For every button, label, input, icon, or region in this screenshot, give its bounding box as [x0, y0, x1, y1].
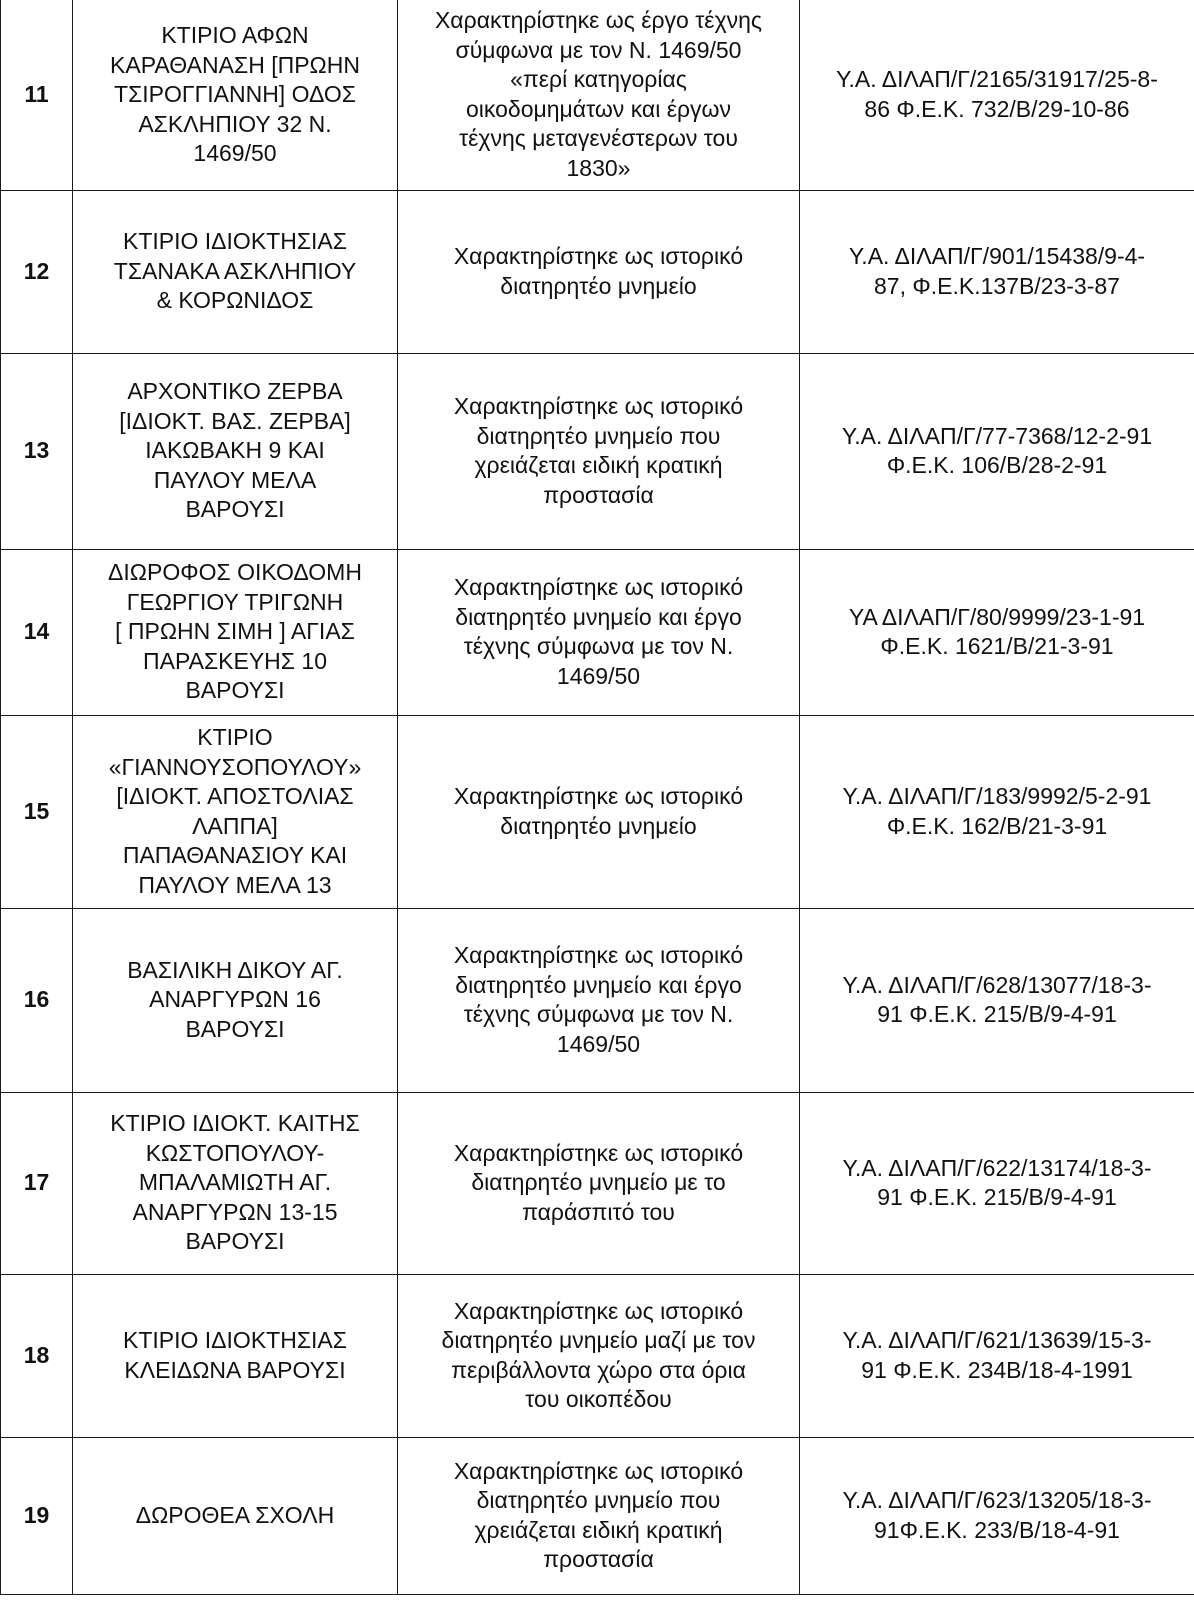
designation-description: Χαρακτηρίστηκε ως ιστορικό διατηρητέο μνημείο που χρειάζεται ειδική κρατική προστασία — [398, 353, 800, 549]
monument-name: ΑΡΧΟΝΤΙΚΟ ΖΕΡΒΑ [ΙΔΙΟΚΤ. ΒΑΣ. ΖΕΡΒΑ] ΙΑΚΩΒΑΚΗ 9 ΚΑΙ ΠΑΥΛΟΥ ΜΕΛΑ ΒΑΡΟΥΣΙ — [73, 353, 398, 549]
monument-name: ΔΩΡΟΘΕΑ ΣΧΟΛΗ — [73, 1437, 398, 1594]
monument-name: ΚΤΙΡΙΟ ΙΔΙΟΚΤ. ΚΑΙΤΗΣ ΚΩΣΤΟΠΟΥΛΟΥ- ΜΠΑΛΑΜΙΩΤΗ ΑΓ. ΑΝΑΡΓΥΡΩΝ 13-15 ΒΑΡΟΥΣΙ — [73, 1092, 398, 1274]
decision-reference: Υ.Α. ΔΙΛΑΠ/Γ/622/13174/18-3- 91 Φ.Ε.Κ. 215/Β/9-4-91 — [800, 1092, 1194, 1274]
table-row — [1, 549, 1194, 715]
row-number: 11 — [1, 0, 73, 190]
monument-name: ΔΙΩΡΟΦΟΣ ΟΙΚΟΔΟΜΗ ΓΕΩΡΓΙΟΥ ΤΡΙΓΩΝΗ [ ΠΡΩΗΝ ΣΙΜΗ ] ΑΓΙΑΣ ΠΑΡΑΣΚΕΥΗΣ 10 ΒΑΡΟΥΣΙ — [73, 549, 398, 715]
table-row — [1, 1274, 1194, 1437]
designation-description: Χαρακτηρίστηκε ως ιστορικό διατηρητέο μνημείο που χρειάζεται ειδική κρατική προστασία — [398, 1437, 800, 1594]
row-number: 14 — [1, 549, 73, 715]
table-row — [1, 1092, 1194, 1274]
designation-description: Χαρακτηρίστηκε ως ιστορικό διατηρητέο μνημείο και έργο τέχνης σύμφωνα με τον Ν. 1469/50 — [398, 549, 800, 715]
table-row — [1, 0, 1194, 190]
designation-description: Χαρακτηρίστηκε ως ιστορικό διατηρητέο μνημείο μαζί με τον περιβάλλοντα χώρο στα όρια του οικοπέδου — [398, 1274, 800, 1437]
monument-name: ΚΤΙΡΙΟ ΑΦΩΝ ΚΑΡΑΘΑΝΑΣΗ [ΠΡΩΗΝ ΤΣΙΡΟΓΓΙΑΝΝΗ] ΟΔΟΣ ΑΣΚΛΗΠΙΟΥ 32 Ν. 1469/50 — [73, 0, 398, 190]
row-number: 19 — [1, 1437, 73, 1594]
row-number: 17 — [1, 1092, 73, 1274]
row-number: 13 — [1, 353, 73, 549]
designation-description: Χαρακτηρίστηκε ως έργο τέχνης σύμφωνα με τον Ν. 1469/50 «περί κατηγορίας οικοδομημάτων και έργων τέχνης μεταγενέστερων του 1830» — [398, 0, 800, 190]
monument-name: ΚΤΙΡΙΟ «ΓΙΑΝΝΟΥΣΟΠΟΥΛΟΥ» [ΙΔΙΟΚΤ. ΑΠΟΣΤΟΛΙΑΣ ΛΑΠΠΑ] ΠΑΠΑΘΑΝΑΣΙΟΥ ΚΑΙ ΠΑΥΛΟΥ ΜΕΛΑ 13 — [73, 715, 398, 908]
designation-description: Χαρακτηρίστηκε ως ιστορικό διατηρητέο μνημείο με το παράσπιτό του — [398, 1092, 800, 1274]
row-number: 16 — [1, 908, 73, 1092]
table-row — [1, 908, 1194, 1092]
table-row — [1, 353, 1194, 549]
decision-reference: Υ.Α. ΔΙΛΑΠ/Γ/901/15438/9-4- 87, Φ.Ε.Κ.137Β/23-3-87 — [800, 190, 1194, 353]
decision-reference: Υ.Α. ΔΙΛΑΠ/Γ/2165/31917/25-8- 86 Φ.Ε.Κ. 732/Β/29-10-86 — [800, 0, 1194, 190]
designation-description: Χαρακτηρίστηκε ως ιστορικό διατηρητέο μνημείο — [398, 190, 800, 353]
decision-reference: Υ.Α. ΔΙΛΑΠ/Γ/183/9992/5-2-91 Φ.Ε.Κ. 162/Β/21-3-91 — [800, 715, 1194, 908]
row-number: 18 — [1, 1274, 73, 1437]
decision-reference: ΥΑ ΔΙΛΑΠ/Γ/80/9999/23-1-91 Φ.Ε.Κ. 1621/Β/21-3-91 — [800, 549, 1194, 715]
designation-description: Χαρακτηρίστηκε ως ιστορικό διατηρητέο μνημείο και έργο τέχνης σύμφωνα με τον Ν. 1469/50 — [398, 908, 800, 1092]
monument-name: ΒΑΣΙΛΙΚΗ ΔΙΚΟΥ ΑΓ. ΑΝΑΡΓΥΡΩΝ 16 ΒΑΡΟΥΣΙ — [73, 908, 398, 1092]
row-number: 12 — [1, 190, 73, 353]
table-row — [1, 715, 1194, 908]
decision-reference: Υ.Α. ΔΙΛΑΠ/Γ/623/13205/18-3- 91Φ.Ε.Κ. 233/Β/18-4-91 — [800, 1437, 1194, 1594]
row-number: 15 — [1, 715, 73, 908]
monument-name: ΚΤΙΡΙΟ ΙΔΙΟΚΤΗΣΙΑΣ ΚΛΕΙΔΩΝΑ ΒΑΡΟΥΣΙ — [73, 1274, 398, 1437]
monument-name: ΚΤΙΡΙΟ ΙΔΙΟΚΤΗΣΙΑΣ ΤΣΑΝΑΚΑ ΑΣΚΛΗΠΙΟΥ & ΚΟΡΩΝΙΔΟΣ — [73, 190, 398, 353]
decision-reference: Υ.Α. ΔΙΛΑΠ/Γ/77-7368/12-2-91 Φ.Ε.Κ. 106/Β/28-2-91 — [800, 353, 1194, 549]
decision-reference: Υ.Α. ΔΙΛΑΠ/Γ/621/13639/15-3- 91 Φ.Ε.Κ. 234Β/18-4-1991 — [800, 1274, 1194, 1437]
decision-reference: Υ.Α. ΔΙΛΑΠ/Γ/628/13077/18-3- 91 Φ.Ε.Κ. 215/Β/9-4-91 — [800, 908, 1194, 1092]
designation-description: Χαρακτηρίστηκε ως ιστορικό διατηρητέο μνημείο — [398, 715, 800, 908]
table-row — [1, 1437, 1194, 1594]
table-row — [1, 190, 1194, 353]
